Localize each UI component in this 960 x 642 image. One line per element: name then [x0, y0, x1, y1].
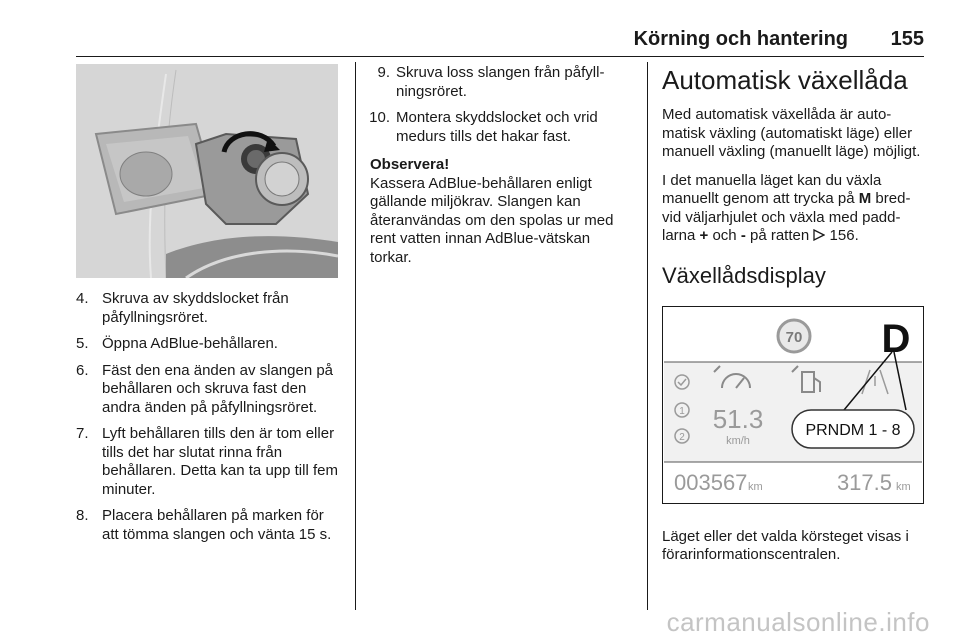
svg-text:1: 1	[679, 405, 685, 417]
paragraph: I det manuella läget kan du växla manuellt genom att trycka på M bred-vid väljarhjulet och växla med padd-larna + och - på ratten 156.	[662, 171, 911, 244]
odometer-value: 003567	[674, 469, 748, 495]
note-text: Kassera AdBlue-behållaren enligt gällande miljökrav. Slangen kan återanvändas om den spolas ur med rent vatten innan AdBlue-vätskan torkar.	[370, 174, 614, 266]
list-item: 10. Montera skyddslocket och vrid medurs tills det hakar fast.	[369, 109, 598, 145]
gearbox-mode-indicator: PRNDM 1 - 8	[805, 421, 901, 439]
speed-limit-value: 70	[785, 328, 803, 346]
list-item: 9. Skruva loss slangen från påfyll-ningsröret.	[377, 64, 605, 100]
current-gear-indicator: D	[881, 316, 911, 361]
odometer-unit: km	[748, 480, 763, 493]
list-item: 4. Skruva av skyddslocket från påfyllningsröret.	[76, 290, 289, 326]
page-header	[0, 0, 960, 56]
page-number: 155	[890, 28, 924, 50]
step-list-left	[76, 290, 340, 544]
gearbox-display-illustration	[662, 306, 924, 504]
section-heading-gearbox-display: Växellådsdisplay	[662, 262, 826, 288]
svg-text:2: 2	[679, 431, 685, 443]
speed-unit: km/h	[726, 434, 750, 447]
column-divider-right	[647, 62, 648, 610]
page-reference-link[interactable]: 156	[829, 227, 855, 244]
list-item: 7. Lyft behållaren tills den är tom eller tills det har slutat rinna från behållaren. Detta kan ta upp till fem minuter.	[76, 425, 338, 498]
list-item: 8. Placera behållaren på marken för att tömma slangen och vänta 15 s.	[76, 507, 332, 543]
column-middle	[370, 64, 632, 267]
note-block	[370, 156, 632, 267]
speed-value: 51.3	[712, 403, 764, 434]
trip-value: 317.5	[836, 469, 892, 495]
fuel-flap-illustration	[76, 64, 338, 278]
column-divider-left	[355, 62, 356, 610]
page-section-title: Körning och hantering	[633, 28, 848, 50]
note-title: Observera!	[370, 156, 450, 173]
column-right	[662, 64, 928, 565]
page-reference-arrow-icon	[813, 229, 825, 241]
watermark-text: carmanualsonline.info	[666, 607, 930, 637]
step-list-middle	[370, 64, 632, 146]
paragraph: Med automatisk växellåda är auto-matisk växling (automatiskt läge) eller manuell växling (manuellt läge) möjligt.	[662, 106, 921, 160]
trip-unit: km	[896, 480, 911, 493]
section-heading-automatic-gearbox: Automatisk växellåda	[662, 65, 908, 95]
list-item: 6. Fäst den ena änden av slangen på behållaren och skruva fast den andra änden på påfyllningsröret.	[76, 361, 334, 416]
header-divider	[76, 56, 924, 57]
column-left	[76, 64, 340, 552]
list-item: 5. Öppna AdBlue-behållaren.	[76, 335, 278, 352]
display-caption: Läget eller det valda körsteget visas i förarinformationscentralen.	[662, 527, 909, 563]
